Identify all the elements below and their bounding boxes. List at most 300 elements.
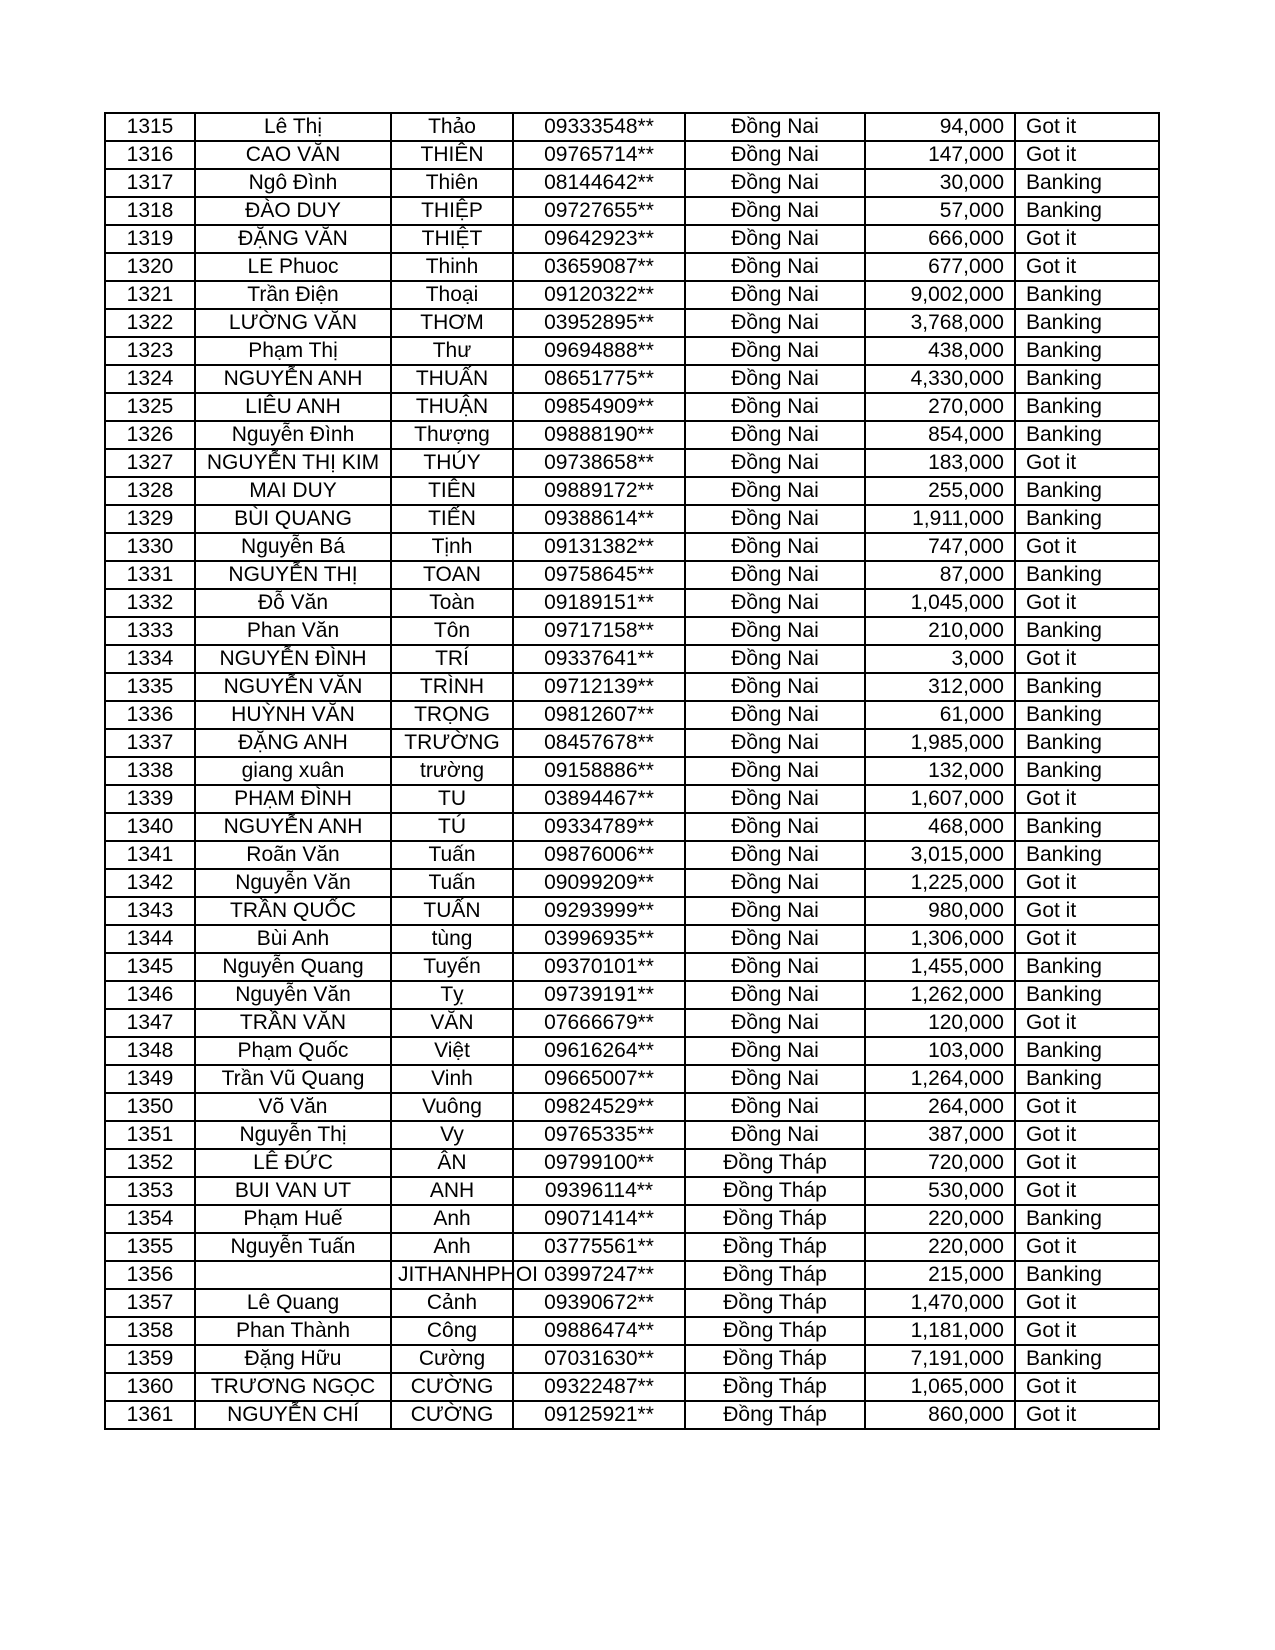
payment-method-cell: Got it — [1015, 869, 1159, 897]
last-middle-name-cell: NGUYỄN ANH — [195, 365, 391, 393]
amount-cell: 147,000 — [865, 141, 1015, 169]
table-row — [105, 1065, 1159, 1093]
payment-method-cell: Got it — [1015, 1401, 1159, 1429]
table-row — [105, 813, 1159, 841]
phone-number-cell: 09694888** — [513, 337, 685, 365]
table-row — [105, 309, 1159, 337]
table-row — [105, 673, 1159, 701]
payment-method-cell: Got it — [1015, 1317, 1159, 1345]
phone-number-cell: 09765335** — [513, 1121, 685, 1149]
last-middle-name-cell: CAO VĂN — [195, 141, 391, 169]
province-cell: Đồng Nai — [685, 449, 865, 477]
first-name-cell: Tịnh — [391, 533, 513, 561]
first-name-cell: Anh — [391, 1233, 513, 1261]
amount-cell: 1,455,000 — [865, 953, 1015, 981]
phone-number-cell: 09071414** — [513, 1205, 685, 1233]
phone-number-cell: 08144642** — [513, 169, 685, 197]
province-cell: Đồng Tháp — [685, 1233, 865, 1261]
table-row — [105, 589, 1159, 617]
table-row — [105, 785, 1159, 813]
first-name-cell: ANH — [391, 1177, 513, 1205]
amount-cell: 1,181,000 — [865, 1317, 1015, 1345]
row-number-cell: 1342 — [105, 869, 195, 897]
table-row — [105, 1009, 1159, 1037]
province-cell: Đồng Tháp — [685, 1373, 865, 1401]
first-name-cell: TU — [391, 785, 513, 813]
first-name-cell: Tuấn — [391, 841, 513, 869]
row-number-cell: 1318 — [105, 197, 195, 225]
amount-cell: 9,002,000 — [865, 281, 1015, 309]
table-row — [105, 1317, 1159, 1345]
province-cell: Đồng Nai — [685, 925, 865, 953]
amount-cell: 438,000 — [865, 337, 1015, 365]
payment-method-cell: Banking — [1015, 309, 1159, 337]
phone-number-cell: 09812607** — [513, 701, 685, 729]
province-cell: Đồng Nai — [685, 365, 865, 393]
payment-method-cell: Got it — [1015, 785, 1159, 813]
table-row — [105, 1037, 1159, 1065]
phone-number-cell: 03659087** — [513, 253, 685, 281]
last-middle-name-cell: LƯỜNG VĂN — [195, 309, 391, 337]
last-middle-name-cell: NGUYỄN VĂN — [195, 673, 391, 701]
first-name-cell: Toàn — [391, 589, 513, 617]
amount-cell: 720,000 — [865, 1149, 1015, 1177]
first-name-cell: Tuyến — [391, 953, 513, 981]
row-number-cell: 1337 — [105, 729, 195, 757]
payment-method-cell: Got it — [1015, 1121, 1159, 1149]
row-number-cell: 1324 — [105, 365, 195, 393]
amount-cell: 1,911,000 — [865, 505, 1015, 533]
first-name-cell: Cường — [391, 1345, 513, 1373]
phone-number-cell: 09158886** — [513, 757, 685, 785]
amount-cell: 3,000 — [865, 645, 1015, 673]
province-cell: Đồng Nai — [685, 897, 865, 925]
province-cell: Đồng Nai — [685, 477, 865, 505]
table-row — [105, 1345, 1159, 1373]
payment-method-cell: Banking — [1015, 505, 1159, 533]
first-name-cell: TRÍ — [391, 645, 513, 673]
first-name-cell: TRÌNH — [391, 673, 513, 701]
amount-cell: 1,470,000 — [865, 1289, 1015, 1317]
last-middle-name-cell: Nguyễn Thị — [195, 1121, 391, 1149]
table-row — [105, 505, 1159, 533]
last-middle-name-cell: HUỲNH VĂN — [195, 701, 391, 729]
province-cell: Đồng Nai — [685, 505, 865, 533]
payment-method-cell: Got it — [1015, 1009, 1159, 1037]
row-number-cell: 1333 — [105, 617, 195, 645]
first-name-cell: Tuấn — [391, 869, 513, 897]
first-name-cell: TÚ — [391, 813, 513, 841]
amount-cell: 4,330,000 — [865, 365, 1015, 393]
province-cell: Đồng Nai — [685, 701, 865, 729]
amount-cell: 1,264,000 — [865, 1065, 1015, 1093]
phone-number-cell: 09125921** — [513, 1401, 685, 1429]
amount-cell: 1,225,000 — [865, 869, 1015, 897]
first-name-cell: ÂN — [391, 1149, 513, 1177]
row-number-cell: 1357 — [105, 1289, 195, 1317]
last-middle-name-cell: giang xuân — [195, 757, 391, 785]
payment-method-cell: Banking — [1015, 701, 1159, 729]
first-name-cell: Anh — [391, 1205, 513, 1233]
amount-cell: 94,000 — [865, 113, 1015, 141]
first-name-cell: THIỆP — [391, 197, 513, 225]
row-number-cell: 1343 — [105, 897, 195, 925]
phone-number-cell: 09738658** — [513, 449, 685, 477]
row-number-cell: 1353 — [105, 1177, 195, 1205]
payment-method-cell: Got it — [1015, 925, 1159, 953]
last-middle-name-cell: Phạm Huế — [195, 1205, 391, 1233]
province-cell: Đồng Tháp — [685, 1261, 865, 1289]
amount-cell: 1,065,000 — [865, 1373, 1015, 1401]
row-number-cell: 1351 — [105, 1121, 195, 1149]
payment-method-cell: Got it — [1015, 1289, 1159, 1317]
payment-method-cell: Got it — [1015, 589, 1159, 617]
last-middle-name-cell: BÙI QUANG — [195, 505, 391, 533]
province-cell: Đồng Tháp — [685, 1205, 865, 1233]
province-cell: Đồng Nai — [685, 1121, 865, 1149]
table-row — [105, 449, 1159, 477]
first-name-cell: JITHANHPHOI — [391, 1261, 513, 1289]
table-row — [105, 925, 1159, 953]
first-name-cell: Vy — [391, 1121, 513, 1149]
data-table — [104, 112, 1160, 1430]
row-number-cell: 1347 — [105, 1009, 195, 1037]
first-name-cell: Vuông — [391, 1093, 513, 1121]
payment-method-cell: Banking — [1015, 197, 1159, 225]
last-middle-name-cell: Lê Quang — [195, 1289, 391, 1317]
province-cell: Đồng Nai — [685, 729, 865, 757]
last-middle-name-cell: Nguyễn Bá — [195, 533, 391, 561]
table-row — [105, 197, 1159, 225]
first-name-cell: TRỌNG — [391, 701, 513, 729]
last-middle-name-cell: NGUYỄN THỊ KIM — [195, 449, 391, 477]
phone-number-cell: 09889172** — [513, 477, 685, 505]
row-number-cell: 1339 — [105, 785, 195, 813]
amount-cell: 854,000 — [865, 421, 1015, 449]
first-name-cell: Thảo — [391, 113, 513, 141]
row-number-cell: 1341 — [105, 841, 195, 869]
table-row — [105, 617, 1159, 645]
phone-number-cell: 09370101** — [513, 953, 685, 981]
province-cell: Đồng Nai — [685, 953, 865, 981]
table-row — [105, 841, 1159, 869]
payment-method-cell: Got it — [1015, 1233, 1159, 1261]
first-name-cell: tùng — [391, 925, 513, 953]
last-middle-name-cell: Phan Thành — [195, 1317, 391, 1345]
row-number-cell: 1319 — [105, 225, 195, 253]
payment-method-cell: Banking — [1015, 337, 1159, 365]
table-row — [105, 1205, 1159, 1233]
last-middle-name-cell: Bùi Anh — [195, 925, 391, 953]
first-name-cell: Thoại — [391, 281, 513, 309]
province-cell: Đồng Nai — [685, 533, 865, 561]
table-row — [105, 169, 1159, 197]
table-row — [105, 113, 1159, 141]
amount-cell: 183,000 — [865, 449, 1015, 477]
phone-number-cell: 03952895** — [513, 309, 685, 337]
table-row — [105, 533, 1159, 561]
last-middle-name-cell: Đỗ Văn — [195, 589, 391, 617]
amount-cell: 747,000 — [865, 533, 1015, 561]
province-cell: Đồng Tháp — [685, 1289, 865, 1317]
payment-method-cell: Banking — [1015, 421, 1159, 449]
row-number-cell: 1334 — [105, 645, 195, 673]
last-middle-name-cell: PHẠM ĐÌNH — [195, 785, 391, 813]
table-row — [105, 337, 1159, 365]
table-row — [105, 365, 1159, 393]
first-name-cell: Việt — [391, 1037, 513, 1065]
first-name-cell: TUẤN — [391, 897, 513, 925]
phone-number-cell: 03997247** — [513, 1261, 685, 1289]
amount-cell: 468,000 — [865, 813, 1015, 841]
last-middle-name-cell: Nguyễn Quang — [195, 953, 391, 981]
first-name-cell: THÚY — [391, 449, 513, 477]
row-number-cell: 1348 — [105, 1037, 195, 1065]
amount-cell: 677,000 — [865, 253, 1015, 281]
phone-number-cell: 09390672** — [513, 1289, 685, 1317]
table-row — [105, 281, 1159, 309]
row-number-cell: 1321 — [105, 281, 195, 309]
first-name-cell: Thinh — [391, 253, 513, 281]
row-number-cell: 1327 — [105, 449, 195, 477]
amount-cell: 120,000 — [865, 1009, 1015, 1037]
table-row — [105, 1261, 1159, 1289]
payment-method-cell: Banking — [1015, 281, 1159, 309]
last-middle-name-cell: LE Phuoc — [195, 253, 391, 281]
phone-number-cell: 09876006** — [513, 841, 685, 869]
payment-method-cell: Got it — [1015, 1149, 1159, 1177]
table-row — [105, 225, 1159, 253]
phone-number-cell: 09293999** — [513, 897, 685, 925]
first-name-cell: TRƯỜNG — [391, 729, 513, 757]
phone-number-cell: 09765714** — [513, 141, 685, 169]
last-middle-name-cell: Trần Điện — [195, 281, 391, 309]
row-number-cell: 1346 — [105, 981, 195, 1009]
first-name-cell: CƯỜNG — [391, 1373, 513, 1401]
first-name-cell: THIỆT — [391, 225, 513, 253]
row-number-cell: 1328 — [105, 477, 195, 505]
amount-cell: 3,015,000 — [865, 841, 1015, 869]
last-middle-name-cell: BUI VAN UT — [195, 1177, 391, 1205]
row-number-cell: 1323 — [105, 337, 195, 365]
row-number-cell: 1320 — [105, 253, 195, 281]
amount-cell: 264,000 — [865, 1093, 1015, 1121]
row-number-cell: 1316 — [105, 141, 195, 169]
payment-method-cell: Got it — [1015, 225, 1159, 253]
row-number-cell: 1335 — [105, 673, 195, 701]
phone-number-cell: 09099209** — [513, 869, 685, 897]
phone-number-cell: 09888190** — [513, 421, 685, 449]
last-middle-name-cell: NGUYỄN CHÍ — [195, 1401, 391, 1429]
row-number-cell: 1361 — [105, 1401, 195, 1429]
amount-cell: 860,000 — [865, 1401, 1015, 1429]
last-middle-name-cell: Ngô Đình — [195, 169, 391, 197]
province-cell: Đồng Nai — [685, 337, 865, 365]
payment-method-cell: Got it — [1015, 533, 1159, 561]
amount-cell: 220,000 — [865, 1233, 1015, 1261]
amount-cell: 1,306,000 — [865, 925, 1015, 953]
first-name-cell: trường — [391, 757, 513, 785]
table-row — [105, 1177, 1159, 1205]
amount-cell: 132,000 — [865, 757, 1015, 785]
province-cell: Đồng Nai — [685, 1037, 865, 1065]
table-row — [105, 897, 1159, 925]
first-name-cell: TIÊN — [391, 477, 513, 505]
last-middle-name-cell: Phạm Thị — [195, 337, 391, 365]
phone-number-cell: 08651775** — [513, 365, 685, 393]
row-number-cell: 1352 — [105, 1149, 195, 1177]
table-row — [105, 421, 1159, 449]
province-cell: Đồng Nai — [685, 869, 865, 897]
table-row — [105, 1289, 1159, 1317]
province-cell: Đồng Nai — [685, 253, 865, 281]
payment-method-cell: Got it — [1015, 449, 1159, 477]
row-number-cell: 1355 — [105, 1233, 195, 1261]
last-middle-name-cell — [195, 1261, 391, 1289]
first-name-cell: Cảnh — [391, 1289, 513, 1317]
row-number-cell: 1354 — [105, 1205, 195, 1233]
row-number-cell: 1322 — [105, 309, 195, 337]
payment-method-cell: Banking — [1015, 953, 1159, 981]
amount-cell: 3,768,000 — [865, 309, 1015, 337]
amount-cell: 215,000 — [865, 1261, 1015, 1289]
province-cell: Đồng Nai — [685, 1065, 865, 1093]
first-name-cell: THIÊN — [391, 141, 513, 169]
last-middle-name-cell: TRƯƠNG NGỌC — [195, 1373, 391, 1401]
payment-method-cell: Banking — [1015, 1065, 1159, 1093]
province-cell: Đồng Nai — [685, 281, 865, 309]
last-middle-name-cell: Đặng Hữu — [195, 1345, 391, 1373]
row-number-cell: 1317 — [105, 169, 195, 197]
payment-method-cell: Got it — [1015, 113, 1159, 141]
table-row — [105, 645, 1159, 673]
row-number-cell: 1358 — [105, 1317, 195, 1345]
payment-method-cell: Got it — [1015, 1373, 1159, 1401]
table-row — [105, 1233, 1159, 1261]
table-row — [105, 561, 1159, 589]
table-row — [105, 477, 1159, 505]
table-body — [105, 113, 1159, 1429]
table-row — [105, 869, 1159, 897]
last-middle-name-cell: ĐẶNG ANH — [195, 729, 391, 757]
table-row — [105, 393, 1159, 421]
last-middle-name-cell: LIÊU ANH — [195, 393, 391, 421]
amount-cell: 1,985,000 — [865, 729, 1015, 757]
amount-cell: 57,000 — [865, 197, 1015, 225]
phone-number-cell: 09333548** — [513, 113, 685, 141]
phone-number-cell: 09758645** — [513, 561, 685, 589]
payment-method-cell: Banking — [1015, 617, 1159, 645]
first-name-cell: Thiên — [391, 169, 513, 197]
payment-method-cell: Banking — [1015, 561, 1159, 589]
last-middle-name-cell: NGUYỄN ĐÌNH — [195, 645, 391, 673]
phone-number-cell: 08457678** — [513, 729, 685, 757]
row-number-cell: 1315 — [105, 113, 195, 141]
phone-number-cell: 03996935** — [513, 925, 685, 953]
last-middle-name-cell: MAI DUY — [195, 477, 391, 505]
payment-method-cell: Got it — [1015, 645, 1159, 673]
payment-method-cell: Banking — [1015, 1345, 1159, 1373]
table-row — [105, 1093, 1159, 1121]
payment-method-cell: Banking — [1015, 757, 1159, 785]
last-middle-name-cell: Lê Thị — [195, 113, 391, 141]
row-number-cell: 1332 — [105, 589, 195, 617]
table-row — [105, 701, 1159, 729]
row-number-cell: 1331 — [105, 561, 195, 589]
province-cell: Đồng Tháp — [685, 1149, 865, 1177]
phone-number-cell: 09120322** — [513, 281, 685, 309]
first-name-cell: CƯỜNG — [391, 1401, 513, 1429]
province-cell: Đồng Nai — [685, 785, 865, 813]
last-middle-name-cell: Nguyễn Văn — [195, 869, 391, 897]
province-cell: Đồng Tháp — [685, 1177, 865, 1205]
row-number-cell: 1325 — [105, 393, 195, 421]
province-cell: Đồng Nai — [685, 757, 865, 785]
row-number-cell: 1336 — [105, 701, 195, 729]
payment-method-cell: Banking — [1015, 365, 1159, 393]
amount-cell: 210,000 — [865, 617, 1015, 645]
last-middle-name-cell: TRẦN VĂN — [195, 1009, 391, 1037]
phone-number-cell: 09712139** — [513, 673, 685, 701]
province-cell: Đồng Nai — [685, 225, 865, 253]
province-cell: Đồng Nai — [685, 673, 865, 701]
last-middle-name-cell: Roãn Văn — [195, 841, 391, 869]
province-cell: Đồng Nai — [685, 309, 865, 337]
row-number-cell: 1360 — [105, 1373, 195, 1401]
payment-method-cell: Banking — [1015, 673, 1159, 701]
province-cell: Đồng Tháp — [685, 1345, 865, 1373]
amount-cell: 666,000 — [865, 225, 1015, 253]
phone-number-cell: 09189151** — [513, 589, 685, 617]
amount-cell: 87,000 — [865, 561, 1015, 589]
payment-method-cell: Got it — [1015, 897, 1159, 925]
amount-cell: 1,262,000 — [865, 981, 1015, 1009]
first-name-cell: TIẾN — [391, 505, 513, 533]
province-cell: Đồng Nai — [685, 393, 865, 421]
phone-number-cell: 07031630** — [513, 1345, 685, 1373]
payment-method-cell: Got it — [1015, 253, 1159, 281]
payment-method-cell: Banking — [1015, 813, 1159, 841]
first-name-cell: THƠM — [391, 309, 513, 337]
first-name-cell: Vinh — [391, 1065, 513, 1093]
phone-number-cell: 09388614** — [513, 505, 685, 533]
phone-number-cell: 07666679** — [513, 1009, 685, 1037]
last-middle-name-cell: TRẦN QUỐC — [195, 897, 391, 925]
table-row — [105, 1401, 1159, 1429]
phone-number-cell: 09396114** — [513, 1177, 685, 1205]
phone-number-cell: 09739191** — [513, 981, 685, 1009]
payment-method-cell: Banking — [1015, 729, 1159, 757]
province-cell: Đồng Nai — [685, 1093, 865, 1121]
payment-method-cell: Got it — [1015, 141, 1159, 169]
phone-number-cell: 09131382** — [513, 533, 685, 561]
last-middle-name-cell: LÊ ĐỨC — [195, 1149, 391, 1177]
province-cell: Đồng Nai — [685, 645, 865, 673]
amount-cell: 312,000 — [865, 673, 1015, 701]
province-cell: Đồng Nai — [685, 197, 865, 225]
table-row — [105, 953, 1159, 981]
payment-method-cell: Banking — [1015, 841, 1159, 869]
amount-cell: 255,000 — [865, 477, 1015, 505]
amount-cell: 1,045,000 — [865, 589, 1015, 617]
last-middle-name-cell: NGUYỄN ANH — [195, 813, 391, 841]
first-name-cell: THUẤN — [391, 365, 513, 393]
payment-method-cell: Got it — [1015, 1093, 1159, 1121]
last-middle-name-cell: ĐÀO DUY — [195, 197, 391, 225]
amount-cell: 61,000 — [865, 701, 1015, 729]
phone-number-cell: 03894467** — [513, 785, 685, 813]
payment-method-cell: Banking — [1015, 1037, 1159, 1065]
